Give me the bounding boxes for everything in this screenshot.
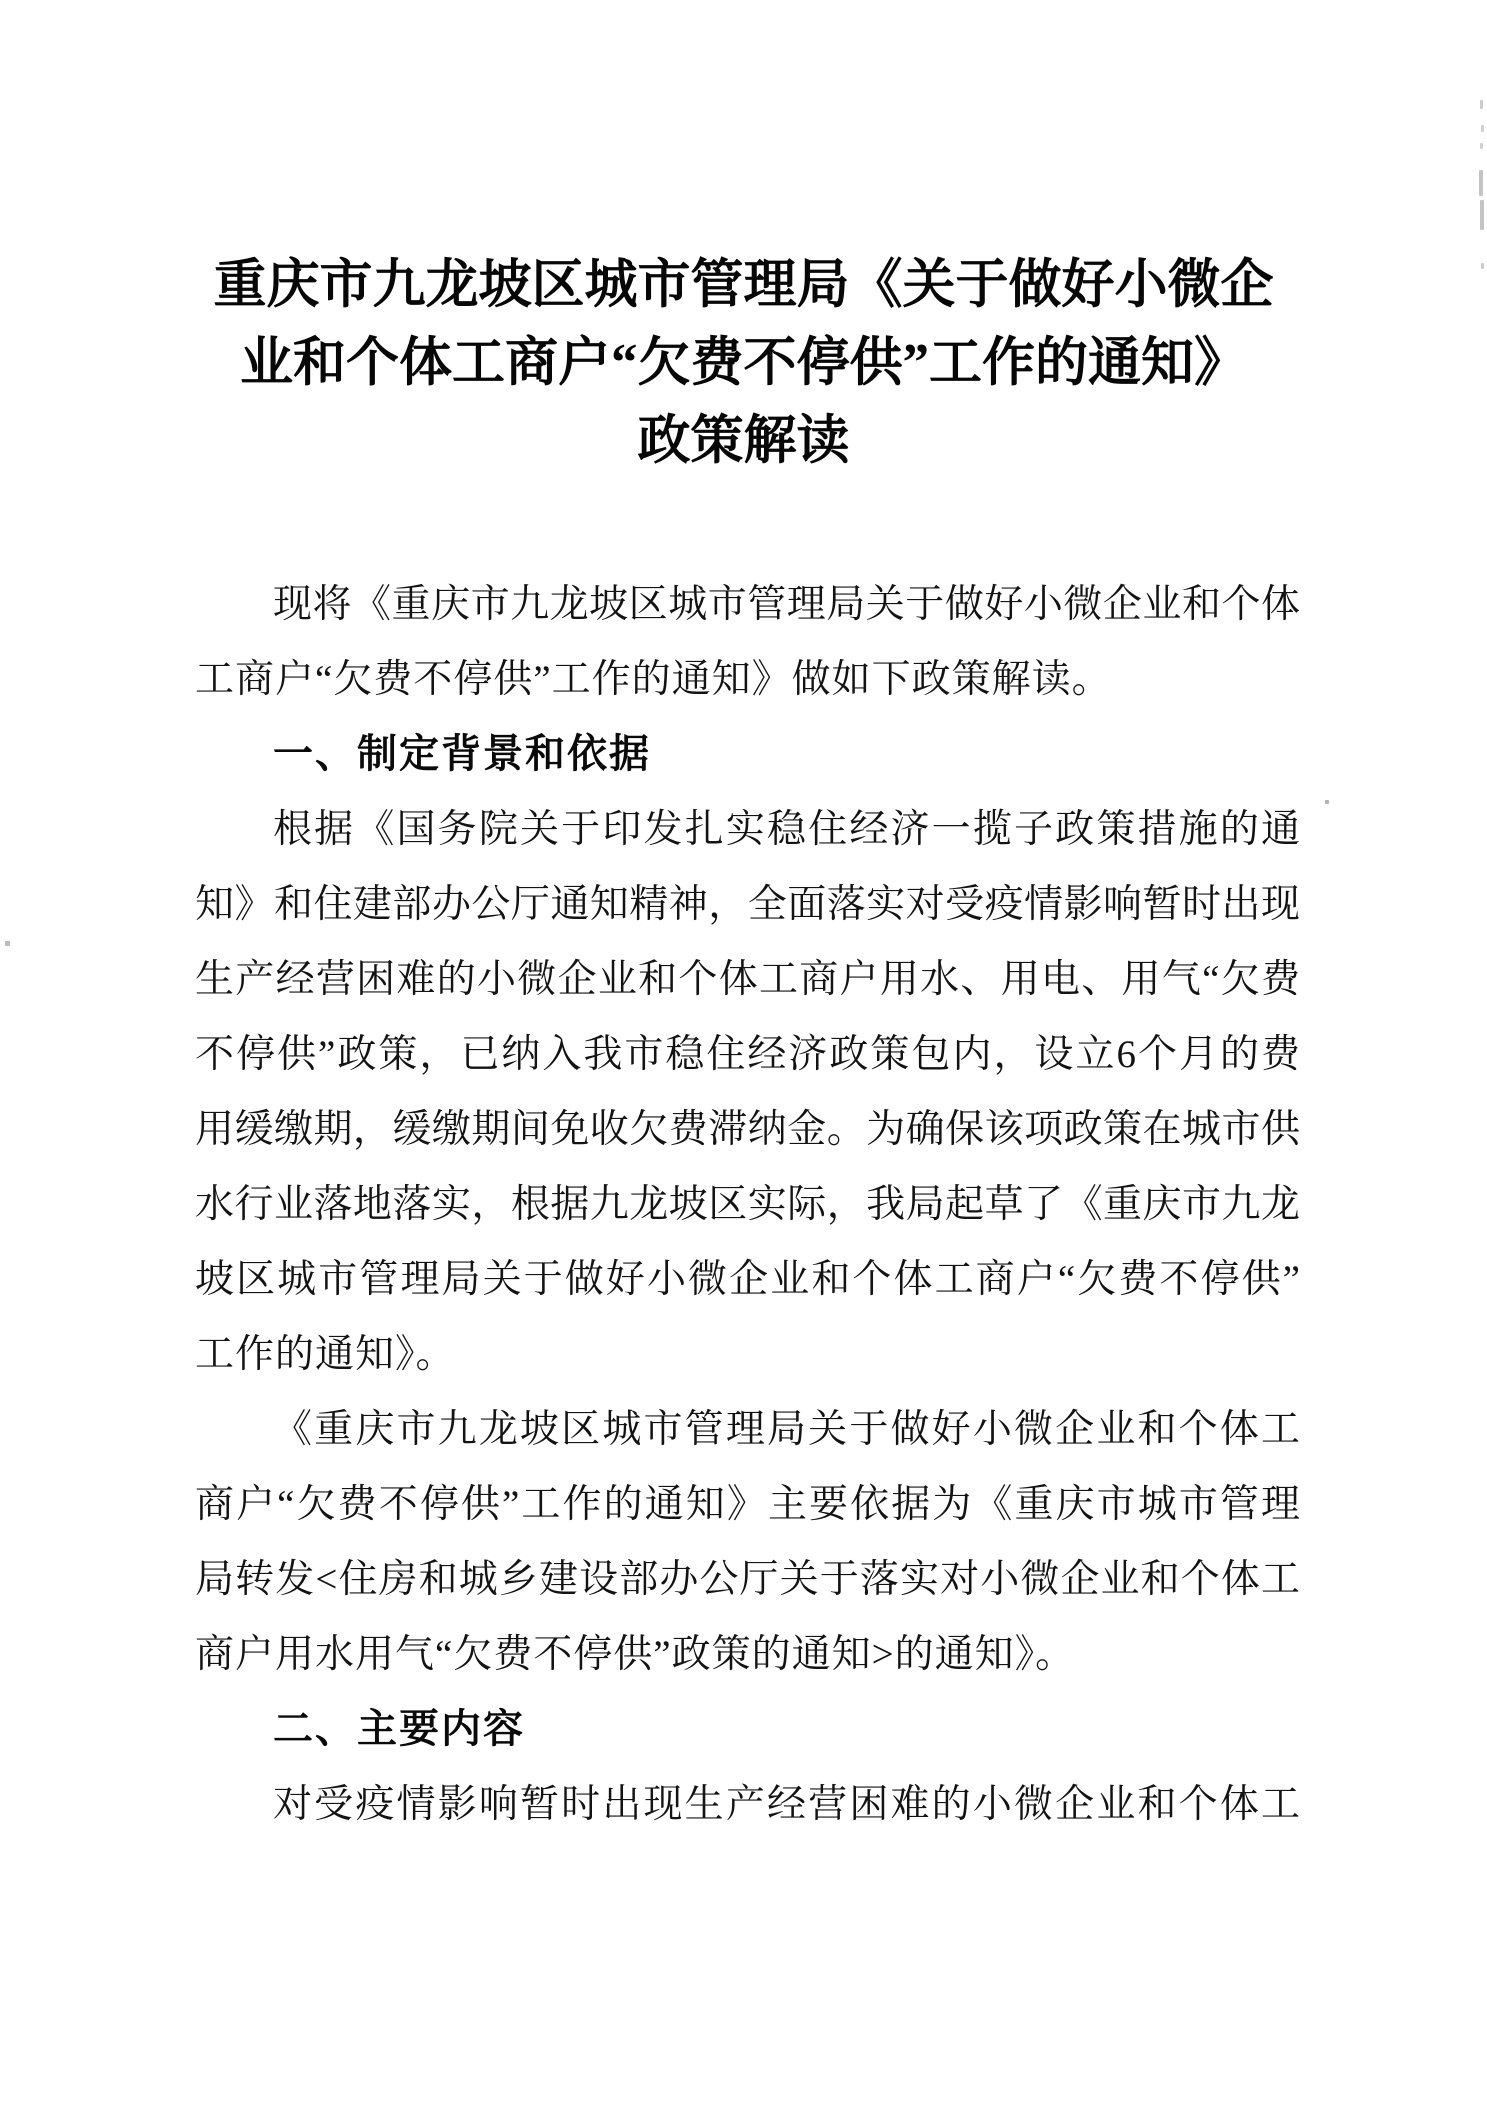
body-line: 根据《国务院关于印发扎实稳住经济一揽子政策措施的通 bbox=[273, 808, 1300, 851]
body-line: 工作的通知》。 bbox=[195, 1333, 456, 1376]
body-line: 对受疫情影响暂时出现生产经营困难的小微企业和个体工 bbox=[273, 1783, 1300, 1826]
body-line: 商户用水用气“欠费不停供”政策的通知>的通知》。 bbox=[195, 1633, 1076, 1676]
section-heading: 一、制定背景和依据 bbox=[273, 732, 651, 776]
title-line: 政策解读 bbox=[637, 412, 850, 470]
section-heading: 二、主要内容 bbox=[273, 1707, 525, 1751]
body-line: 用缓缴期，缓缴期间免收欠费滞纳金。为确保该项政策在城市供 bbox=[195, 1108, 1300, 1151]
body-line: 坡区城市管理局关于做好小微企业和个体工商户“欠费不停供” bbox=[195, 1258, 1300, 1301]
body-line: 工商户“欠费不停供”工作的通知》做如下政策解读。 bbox=[195, 658, 1112, 701]
title-line: 重庆市九龙坡区城市管理局《关于做好小微企 bbox=[213, 256, 1274, 314]
scan-artifact bbox=[5, 941, 10, 946]
body-line: 水行业落地落实，根据九龙坡区实际，我局起草了《重庆市九龙 bbox=[195, 1183, 1300, 1226]
scan-artifact bbox=[1480, 100, 1483, 109]
scan-artifact bbox=[1480, 143, 1483, 149]
body-line: 现将《重庆市九龙坡区城市管理局关于做好小微企业和个体 bbox=[273, 583, 1300, 626]
body-line: 生产经营困难的小微企业和个体工商户用水、用电、用气“欠费 bbox=[195, 958, 1300, 1001]
document-title bbox=[191, 246, 1296, 480]
scan-artifact bbox=[1479, 170, 1483, 196]
scan-artifact bbox=[1481, 125, 1484, 132]
document-body bbox=[195, 567, 1300, 1842]
body-line: 局转发<住房和城乡建设部办公厅关于落实对小微企业和个体工 bbox=[195, 1558, 1300, 1601]
scan-artifact bbox=[1480, 200, 1484, 230]
body-line: 《重庆市九龙坡区城市管理局关于做好小微企业和个体工 bbox=[273, 1408, 1300, 1451]
body-line: 不停供”政策，已纳入我市稳住经济政策包内，设立6个月的费 bbox=[195, 1033, 1300, 1076]
title-line: 业和个体工商户“欠费不停供”工作的通知》 bbox=[240, 334, 1247, 392]
body-line: 知》和住建部办公厅通知精神，全面落实对受疫情影响暂时出现 bbox=[195, 883, 1300, 926]
scan-artifact bbox=[1325, 800, 1329, 804]
body-line: 商户“欠费不停供”工作的通知》主要依据为《重庆市城市管理 bbox=[195, 1483, 1300, 1526]
scan-artifact bbox=[1481, 263, 1484, 269]
